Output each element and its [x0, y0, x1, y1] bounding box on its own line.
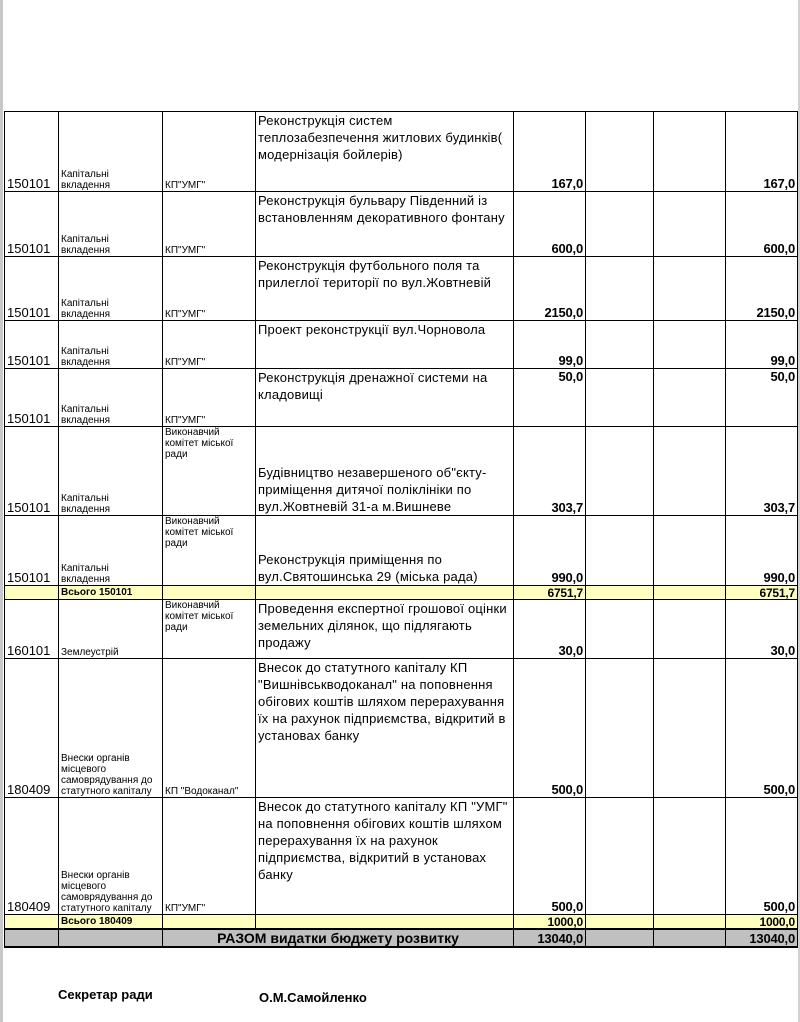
description-cell: Реконструкція приміщення по вул.Святошинська 29 (міська рада) [256, 516, 514, 586]
code-cell: 150101 [5, 369, 59, 427]
total-cell: 600,0 [726, 192, 798, 257]
executor-cell: Виконавчий комітет міської ради [163, 516, 256, 586]
empty-cell [586, 798, 654, 915]
secretary-name: О.М.Самойленко [259, 990, 367, 1005]
code-cell: 180409 [5, 798, 59, 915]
empty-cell [586, 586, 654, 600]
empty-cell [586, 516, 654, 586]
empty-cell [654, 112, 726, 192]
amount-cell: 50,0 [514, 369, 586, 427]
table-row [5, 798, 798, 915]
executor-cell: КП"УМГ" [163, 112, 256, 192]
subtotal-label: Всього 180409 [59, 915, 163, 930]
category-cell: Землеустрій [59, 600, 163, 659]
description-cell: Реконструкція бульвару Південний із встановленням декоративного фонтану [256, 192, 514, 257]
amount-cell: 2150,0 [514, 257, 586, 321]
empty-cell [654, 192, 726, 257]
empty-cell [586, 369, 654, 427]
executor-cell: КП"УМГ" [163, 321, 256, 369]
empty-cell [163, 586, 256, 600]
empty-cell [654, 369, 726, 427]
empty-cell [586, 915, 654, 930]
total-cell: 500,0 [726, 798, 798, 915]
secretary-title: Секретар ради [58, 987, 153, 1002]
amount-cell: 6751,7 [514, 586, 586, 600]
description-cell: Будівництво незавершеного об"єкту- приміщення дитячої поліклініки по вул.Жовтневій 31-а м.Вишневе [256, 427, 514, 516]
code-cell: 150101 [5, 516, 59, 586]
category-cell: Капітальні вкладення [59, 427, 163, 516]
empty-cell [586, 659, 654, 798]
code-cell: 150101 [5, 112, 59, 192]
executor-cell: КП "Водоканал" [163, 659, 256, 798]
empty-cell [654, 915, 726, 930]
empty-cell [586, 321, 654, 369]
category-cell: Капітальні вкладення [59, 516, 163, 586]
amount-cell: 990,0 [514, 516, 586, 586]
empty-cell [256, 915, 514, 930]
code-cell: 150101 [5, 321, 59, 369]
amount-cell: 303,7 [514, 427, 586, 516]
category-cell: Внески органів місцевого самоврядування до статутного капіталу [59, 798, 163, 915]
amount-cell: 500,0 [514, 798, 586, 915]
category-cell: Капітальні вкладення [59, 257, 163, 321]
code-cell: 150101 [5, 192, 59, 257]
category-cell: Капітальні вкладення [59, 321, 163, 369]
total-cell: 1000,0 [726, 915, 798, 930]
empty-cell [654, 321, 726, 369]
empty-cell [586, 600, 654, 659]
empty-cell [654, 257, 726, 321]
category-cell: Капітальні вкладення [59, 112, 163, 192]
category-cell: Капітальні вкладення [59, 192, 163, 257]
description-cell: Реконструкція футбольного поля та прилеглої території по вул.Жовтневій [256, 257, 514, 321]
total-cell: 303,7 [726, 427, 798, 516]
subtotal-row [5, 586, 798, 600]
description-cell: Внесок до статутного капіталу КП "Вишнівськводоканал" на поповнення обігових коштів шляхом перерахування їх на рахунок підприємства, відкритий в установах банку [256, 659, 514, 798]
table-row [5, 321, 798, 369]
description-cell: Реконструкція систем теплозабезпечення житлових будинків( модернізація бойлерів) [256, 112, 514, 192]
amount-cell: 167,0 [514, 112, 586, 192]
empty-cell [654, 427, 726, 516]
empty-cell [5, 915, 59, 930]
empty-cell [59, 929, 163, 947]
empty-cell [163, 915, 256, 930]
table-row [5, 427, 798, 516]
empty-cell [586, 427, 654, 516]
total-cell: 50,0 [726, 369, 798, 427]
description-cell: Проведення експертної грошової оцінки земельних ділянок, що підлягають продажу [256, 600, 514, 659]
description-cell: Внесок до статутного капіталу КП "УМГ" на поповнення обігових коштів шляхом перерахування їх на рахунок підприємства, відкритий в установах банку [256, 798, 514, 915]
amount-cell: 600,0 [514, 192, 586, 257]
empty-cell [256, 586, 514, 600]
total-cell: 99,0 [726, 321, 798, 369]
amount-cell: 1000,0 [514, 915, 586, 930]
total-cell: 990,0 [726, 516, 798, 586]
table-row [5, 516, 798, 586]
category-cell: Капітальні вкладення [59, 369, 163, 427]
empty-cell [654, 600, 726, 659]
empty-cell [654, 659, 726, 798]
empty-cell [654, 516, 726, 586]
executor-cell: КП"УМГ" [163, 257, 256, 321]
total-cell: 30,0 [726, 600, 798, 659]
code-cell: 160101 [5, 600, 59, 659]
table-row [5, 659, 798, 798]
empty-cell [586, 929, 654, 947]
table-row [5, 600, 798, 659]
amount-cell: 99,0 [514, 321, 586, 369]
category-cell: Внески органів місцевого самоврядування до статутного капіталу [59, 659, 163, 798]
empty-cell [654, 586, 726, 600]
grand-total-row [5, 929, 798, 947]
empty-cell [586, 112, 654, 192]
grand-total-amount: 13040,0 [514, 929, 586, 947]
amount-cell: 30,0 [514, 600, 586, 659]
subtotal-row [5, 915, 798, 930]
empty-cell [654, 929, 726, 947]
code-cell: 150101 [5, 427, 59, 516]
empty-cell [5, 586, 59, 600]
table-row [5, 369, 798, 427]
budget-table [4, 111, 798, 948]
table-row [5, 192, 798, 257]
description-cell: Проект реконструкції вул.Чорновола [256, 321, 514, 369]
executor-cell: Виконавчий комітет міської ради [163, 427, 256, 516]
empty-cell [586, 192, 654, 257]
executor-cell: Виконавчий комітет міської ради [163, 600, 256, 659]
total-cell: 6751,7 [726, 586, 798, 600]
total-cell: 167,0 [726, 112, 798, 192]
table-row [5, 257, 798, 321]
executor-cell: КП"УМГ" [163, 798, 256, 915]
grand-total-label: РАЗОМ видатки бюджету розвитку [163, 929, 514, 947]
executor-cell: КП"УМГ" [163, 192, 256, 257]
subtotal-label: Всього 150101 [59, 586, 163, 600]
description-cell: Реконструкція дренажної системи на кладовищі [256, 369, 514, 427]
total-cell: 500,0 [726, 659, 798, 798]
grand-total-total: 13040,0 [726, 929, 798, 947]
total-cell: 2150,0 [726, 257, 798, 321]
table-row [5, 112, 798, 192]
empty-cell [586, 257, 654, 321]
empty-cell [5, 929, 59, 947]
left-page-border [0, 0, 3, 1022]
amount-cell: 500,0 [514, 659, 586, 798]
executor-cell: КП"УМГ" [163, 369, 256, 427]
code-cell: 150101 [5, 257, 59, 321]
empty-cell [654, 798, 726, 915]
code-cell: 180409 [5, 659, 59, 798]
